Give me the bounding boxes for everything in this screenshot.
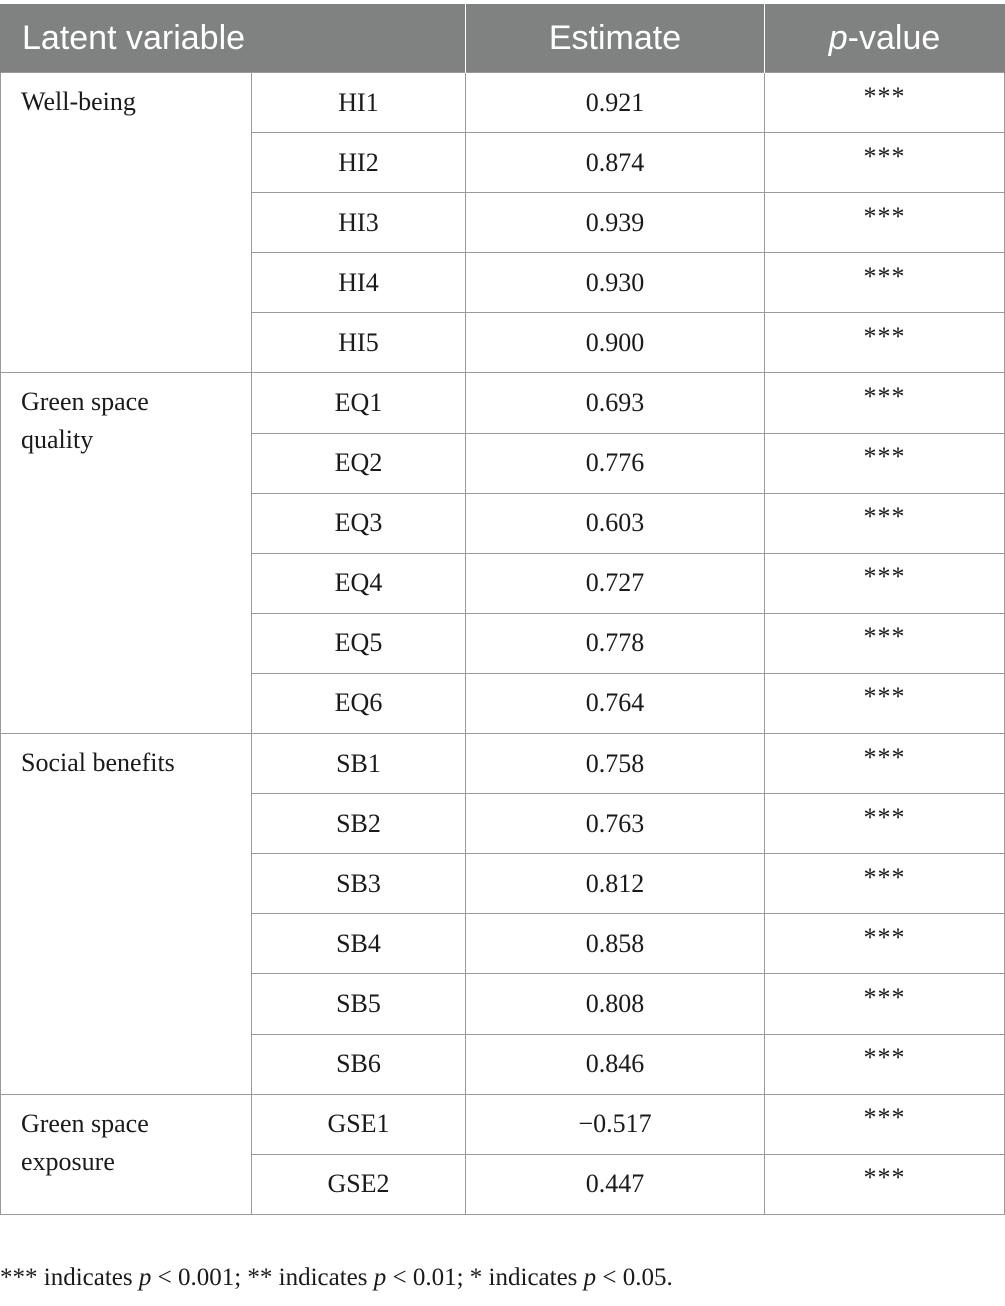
significance-stars: *** [863,201,906,231]
indicator-cell: EQ6 [252,673,466,733]
significance-stars: *** [863,922,906,952]
latent-variable-name: quality [21,425,94,455]
estimate-cell: 0.874 [466,133,765,193]
latent-variable-cell [1,73,252,373]
estimate-cell: 0.939 [466,193,765,253]
estimate-cell: 0.921 [466,73,765,133]
table-body [1,73,1005,1215]
latent-variable-name: Well-being [21,87,136,116]
footnote-text-1: *** indicates [0,1264,139,1291]
indicator-cell: HI3 [252,193,466,253]
header-p-value [765,4,1005,73]
significance-stars: *** [863,261,906,291]
p-value-cell [765,1094,1005,1154]
estimate-cell: 0.930 [466,253,765,313]
estimate-cell: 0.764 [466,673,765,733]
significance-stars: *** [863,141,906,171]
p-value-cell [765,133,1005,193]
p-value-cell [765,974,1005,1034]
table-row [1,734,1005,794]
significance-stars: *** [863,862,906,892]
p-value-cell [765,613,1005,673]
indicator-cell: SB3 [252,854,466,914]
estimate-cell: 0.858 [466,914,765,974]
significance-stars: *** [863,682,906,712]
significance-stars: *** [863,802,906,832]
table-row [1,1094,1005,1154]
p-value-cell [765,313,1005,373]
indicator-cell: SB1 [252,734,466,794]
significance-stars: *** [863,1103,906,1133]
significance-stars: *** [863,1163,906,1193]
table-footnote [0,1264,1005,1292]
p-value-cell [765,794,1005,854]
latent-variable-name: exposure [21,1146,115,1176]
loadings-table-container [0,4,1005,1215]
p-value-cell [765,433,1005,493]
p-value-cell [765,673,1005,733]
significance-stars: *** [863,1043,906,1073]
indicator-cell: HI4 [252,253,466,313]
indicator-cell: HI1 [252,73,466,133]
significance-stars: *** [863,742,906,772]
p-value-cell [765,1034,1005,1094]
estimate-cell: 0.447 [466,1154,765,1214]
p-value-cell [765,914,1005,974]
p-value-cell [765,734,1005,794]
significance-stars: *** [863,321,906,351]
table-row [1,73,1005,133]
p-value-cell [765,1154,1005,1214]
footnote-text-2: < 0.001; ** indicates [151,1264,374,1291]
estimate-cell: 0.808 [466,974,765,1034]
indicator-cell: HI2 [252,133,466,193]
p-value-cell [765,373,1005,433]
table-row [1,373,1005,433]
estimate-cell: 0.727 [466,553,765,613]
header-latent-variable: Latent variable [1,4,466,73]
footnote-text-3: < 0.01; * indicates [386,1264,584,1291]
footnote-p-2: p [373,1264,387,1291]
header-estimate: Estimate [466,4,765,73]
latent-variable-cell [1,373,252,734]
latent-variable-name: Green space [21,387,149,417]
estimate-cell: 0.846 [466,1034,765,1094]
estimate-cell: 0.763 [466,794,765,854]
indicator-cell: SB4 [252,914,466,974]
estimate-cell: 0.776 [466,433,765,493]
indicator-cell: EQ2 [252,433,466,493]
header-p-italic: p [828,18,848,57]
indicator-cell: HI5 [252,313,466,373]
estimate-cell: 0.603 [466,493,765,553]
significance-stars: *** [863,81,906,111]
indicator-cell: EQ4 [252,553,466,613]
footnote-text-4: < 0.05. [596,1264,673,1291]
estimate-cell: 0.778 [466,613,765,673]
estimate-cell: 0.758 [466,734,765,794]
footnote-p-1: p [138,1264,152,1291]
p-value-cell [765,553,1005,613]
p-value-cell [765,493,1005,553]
table-header [1,4,1005,73]
factor-loadings-table [0,4,1005,1215]
latent-variable-cell [1,734,252,1095]
significance-stars: *** [863,502,906,532]
indicator-cell: SB2 [252,794,466,854]
indicator-cell: EQ3 [252,493,466,553]
indicator-cell: SB5 [252,974,466,1034]
indicator-cell: GSE1 [252,1094,466,1154]
significance-stars: *** [863,382,906,412]
significance-stars: *** [863,622,906,652]
estimate-cell: 0.812 [466,854,765,914]
indicator-cell: GSE2 [252,1154,466,1214]
p-value-cell [765,193,1005,253]
estimate-cell: 0.693 [466,373,765,433]
indicator-cell: EQ1 [252,373,466,433]
significance-stars: *** [863,442,906,472]
latent-variable-name: Green space [21,1108,149,1138]
p-value-cell [765,854,1005,914]
estimate-cell: 0.900 [466,313,765,373]
indicator-cell: EQ5 [252,613,466,673]
header-row [1,4,1005,73]
footnote-p-3: p [583,1264,597,1291]
latent-variable-cell [1,1094,252,1214]
latent-variable-name: Social benefits [21,748,175,778]
p-value-cell [765,253,1005,313]
header-p-rest: -value [847,18,941,57]
significance-stars: *** [863,562,906,592]
significance-stars: *** [863,982,906,1012]
indicator-cell: SB6 [252,1034,466,1094]
estimate-cell: −0.517 [466,1094,765,1154]
p-value-cell [765,73,1005,133]
